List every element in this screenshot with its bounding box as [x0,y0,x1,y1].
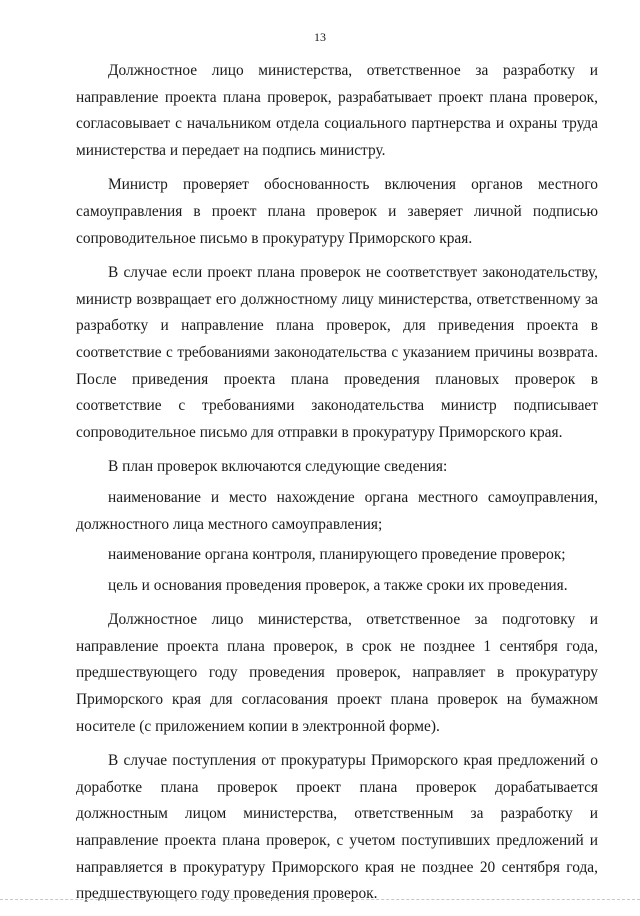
paragraph-submission-deadline: Должностное лицо министерства, ответственное за подготовку и направление проекта плана проверок, в срок не позднее 1 сентября года, предшествующего году проведения проверок, направляет в прокуратуру Приморского края для согласования проект плана проверок на бумажном носителе (с приложением копии в электронной форме). [76,611,598,735]
paragraph-minister-verifies: Министр проверяет обоснованность включения органов местного самоуправления в проект плана проверок и заверяет личной подписью сопроводительное письмо в прокуратуру Приморского края. [76,176,598,247]
scan-edge-line [0,899,640,901]
list-item-control-body-name: наименование органа контроля, планирующего проведение проверок; [108,546,566,564]
list-item-body-name-location: наименование и место нахождение органа местного самоуправления, должностного лица местного самоуправления; [76,488,598,533]
paragraph-revision-deadline: В случае поступления от прокуратуры Приморского края предложений о доработке плана проверок проект плана проверок дорабатывается должностным лицом министерства, ответственным за разработку и направление проекта плана проверок, с учетом поступивших предложений и направляется в прокуратуру Приморского края не позднее 20 сентября года, предшествующего году проведения проверок. [76,752,598,903]
paragraph-plan-returned: В случае если проект плана проверок не соответствует законодательству, министр возвращает его должностному лицу министерства, ответственному за разработку и направление плана проверок, для приведения проекта в соответствие с требованиями законодательства с указанием причины возврата. После приведения проекта плана проведения плановых проверок в соответствие с требованиями законодательства министр подписывает сопроводительное письмо для отправки в прокуратуру Приморского края. [76,264,598,441]
document-body [76,58,598,916]
page-number: 13 [314,30,326,44]
paragraph-official-drafts-plan: Должностное лицо министерства, ответственное за разработку и направление проекта плана проверок, разрабатывает проект плана проверок, согласовывает с начальником отдела социального партнерства и охраны труда министерства и передает на подпись министру. [76,62,598,159]
paragraph-plan-contents-intro: В план проверок включаются следующие сведения: [108,458,448,476]
list-item-purpose-and-dates: цель и основания проведения проверок, а также сроки их проведения. [108,576,568,594]
